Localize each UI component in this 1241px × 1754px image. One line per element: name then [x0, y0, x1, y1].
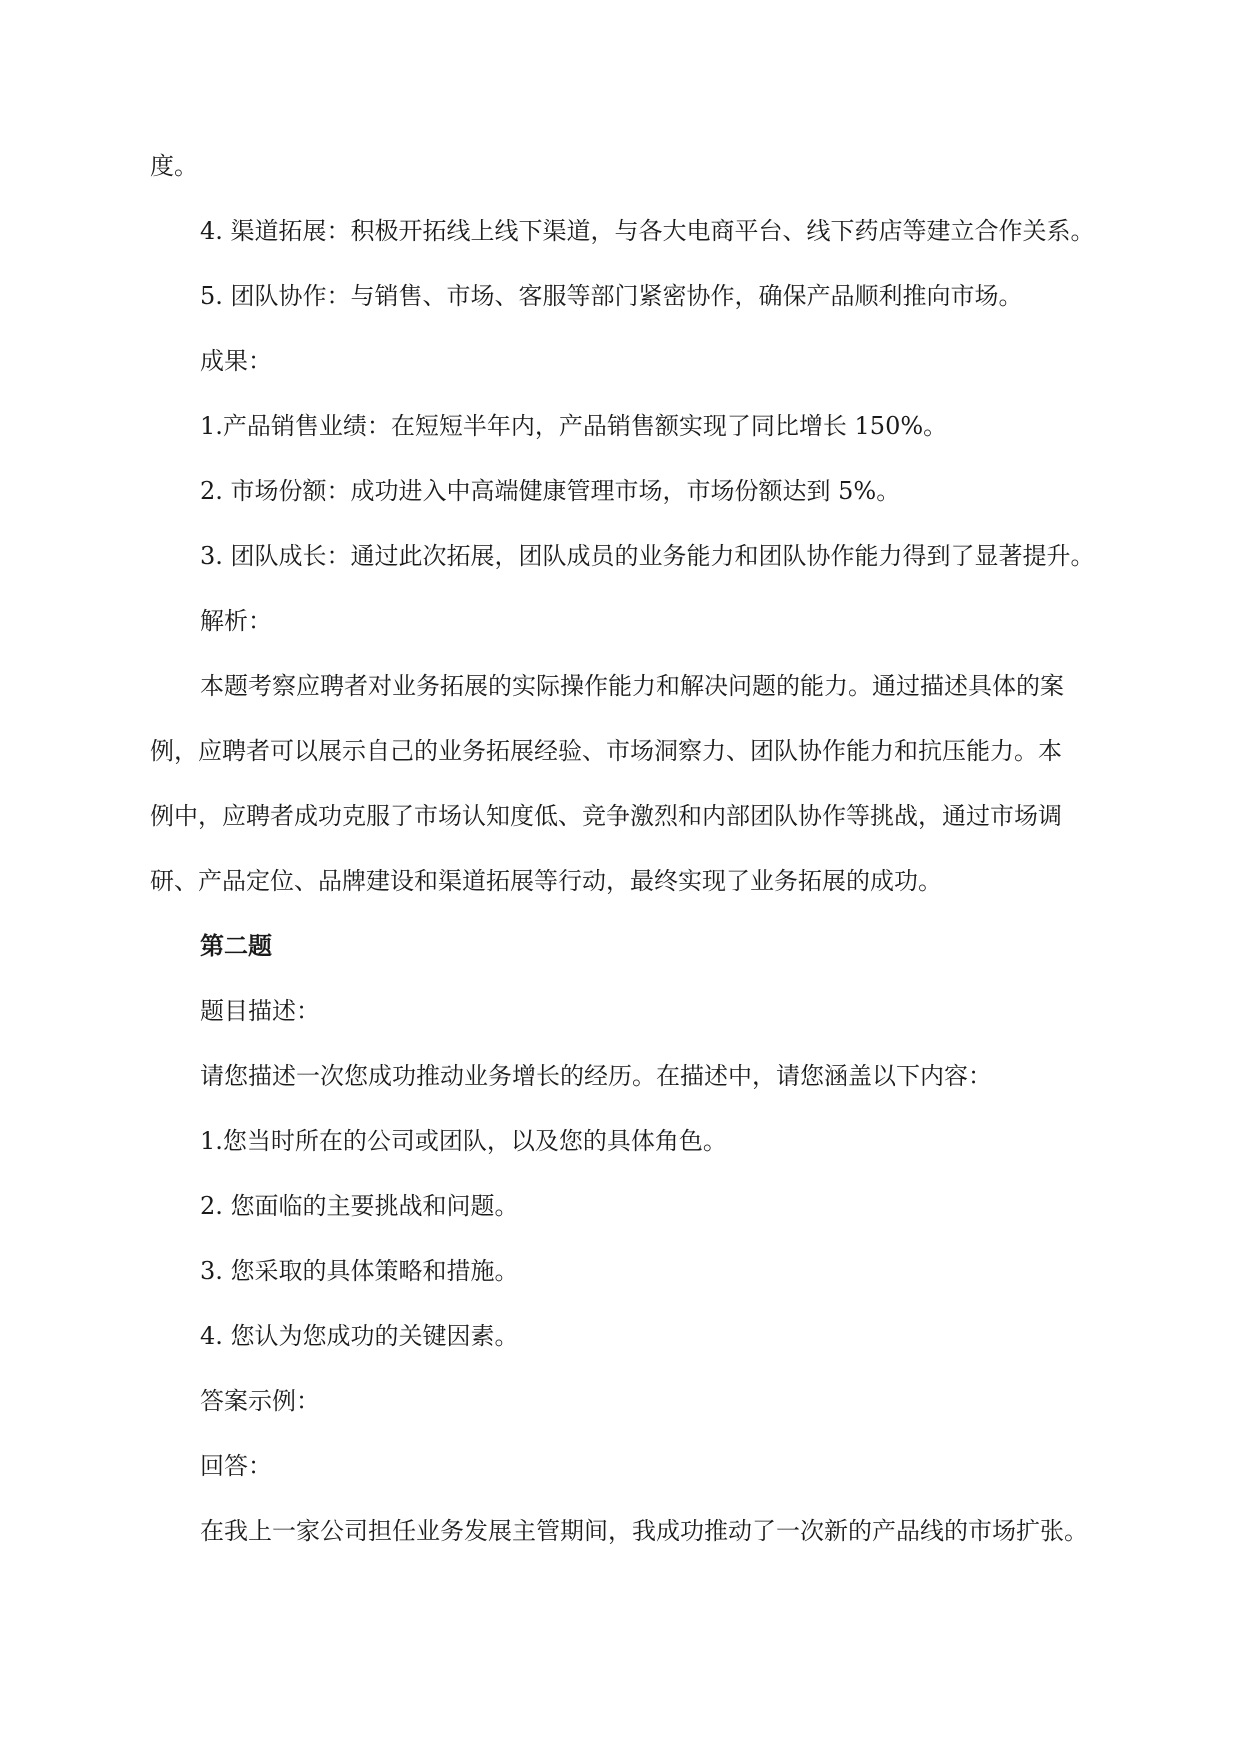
paragraph-line: 研、产品定位、品牌建设和渠道拓展等行动，最终实现了业务拓展的成功。 — [150, 867, 942, 895]
list-item: 1.产品销售业绩：在短短半年内，产品销售额实现了同比增长 150%。 — [200, 412, 948, 440]
list-item: 3. 您采取的具体策略和措施。 — [200, 1257, 519, 1285]
section-label: 成果： — [200, 347, 272, 375]
paragraph-line: 本题考察应聘者对业务拓展的实际操作能力和解决问题的能力。通过描述具体的案 — [200, 672, 1064, 700]
section-label: 回答： — [200, 1452, 272, 1480]
section-label: 题目描述： — [200, 997, 320, 1025]
list-item: 4. 渠道拓展：积极开拓线上线下渠道，与各大电商平台、线下药店等建立合作关系。 — [200, 217, 1095, 245]
list-item: 1.您当时所在的公司或团队，以及您的具体角色。 — [200, 1127, 727, 1155]
list-item: 2. 您面临的主要挑战和问题。 — [200, 1192, 519, 1220]
paragraph-line: 例中，应聘者成功克服了市场认知度低、竞争激烈和内部团队协作等挑战，通过市场调 — [150, 802, 1062, 830]
list-item: 5. 团队协作：与销售、市场、客服等部门紧密协作，确保产品顺利推向市场。 — [200, 282, 1023, 310]
section-label: 解析： — [200, 607, 272, 635]
paragraph-line: 在我上一家公司担任业务发展主管期间，我成功推动了一次新的产品线的市场扩张。 — [200, 1517, 1088, 1545]
list-item: 4. 您认为您成功的关键因素。 — [200, 1322, 519, 1350]
paragraph-line: 度。 — [150, 152, 198, 180]
paragraph-line: 请您描述一次您成功推动业务增长的经历。在描述中，请您涵盖以下内容： — [200, 1062, 992, 1090]
section-heading: 第二题 — [200, 932, 272, 960]
section-label: 答案示例： — [200, 1387, 320, 1415]
paragraph-line: 例，应聘者可以展示自己的业务拓展经验、市场洞察力、团队协作能力和抗压能力。本 — [150, 737, 1062, 765]
list-item: 2. 市场份额：成功进入中高端健康管理市场，市场份额达到 5%。 — [200, 477, 901, 505]
list-item: 3. 团队成长：通过此次拓展，团队成员的业务能力和团队协作能力得到了显著提升。 — [200, 542, 1095, 570]
